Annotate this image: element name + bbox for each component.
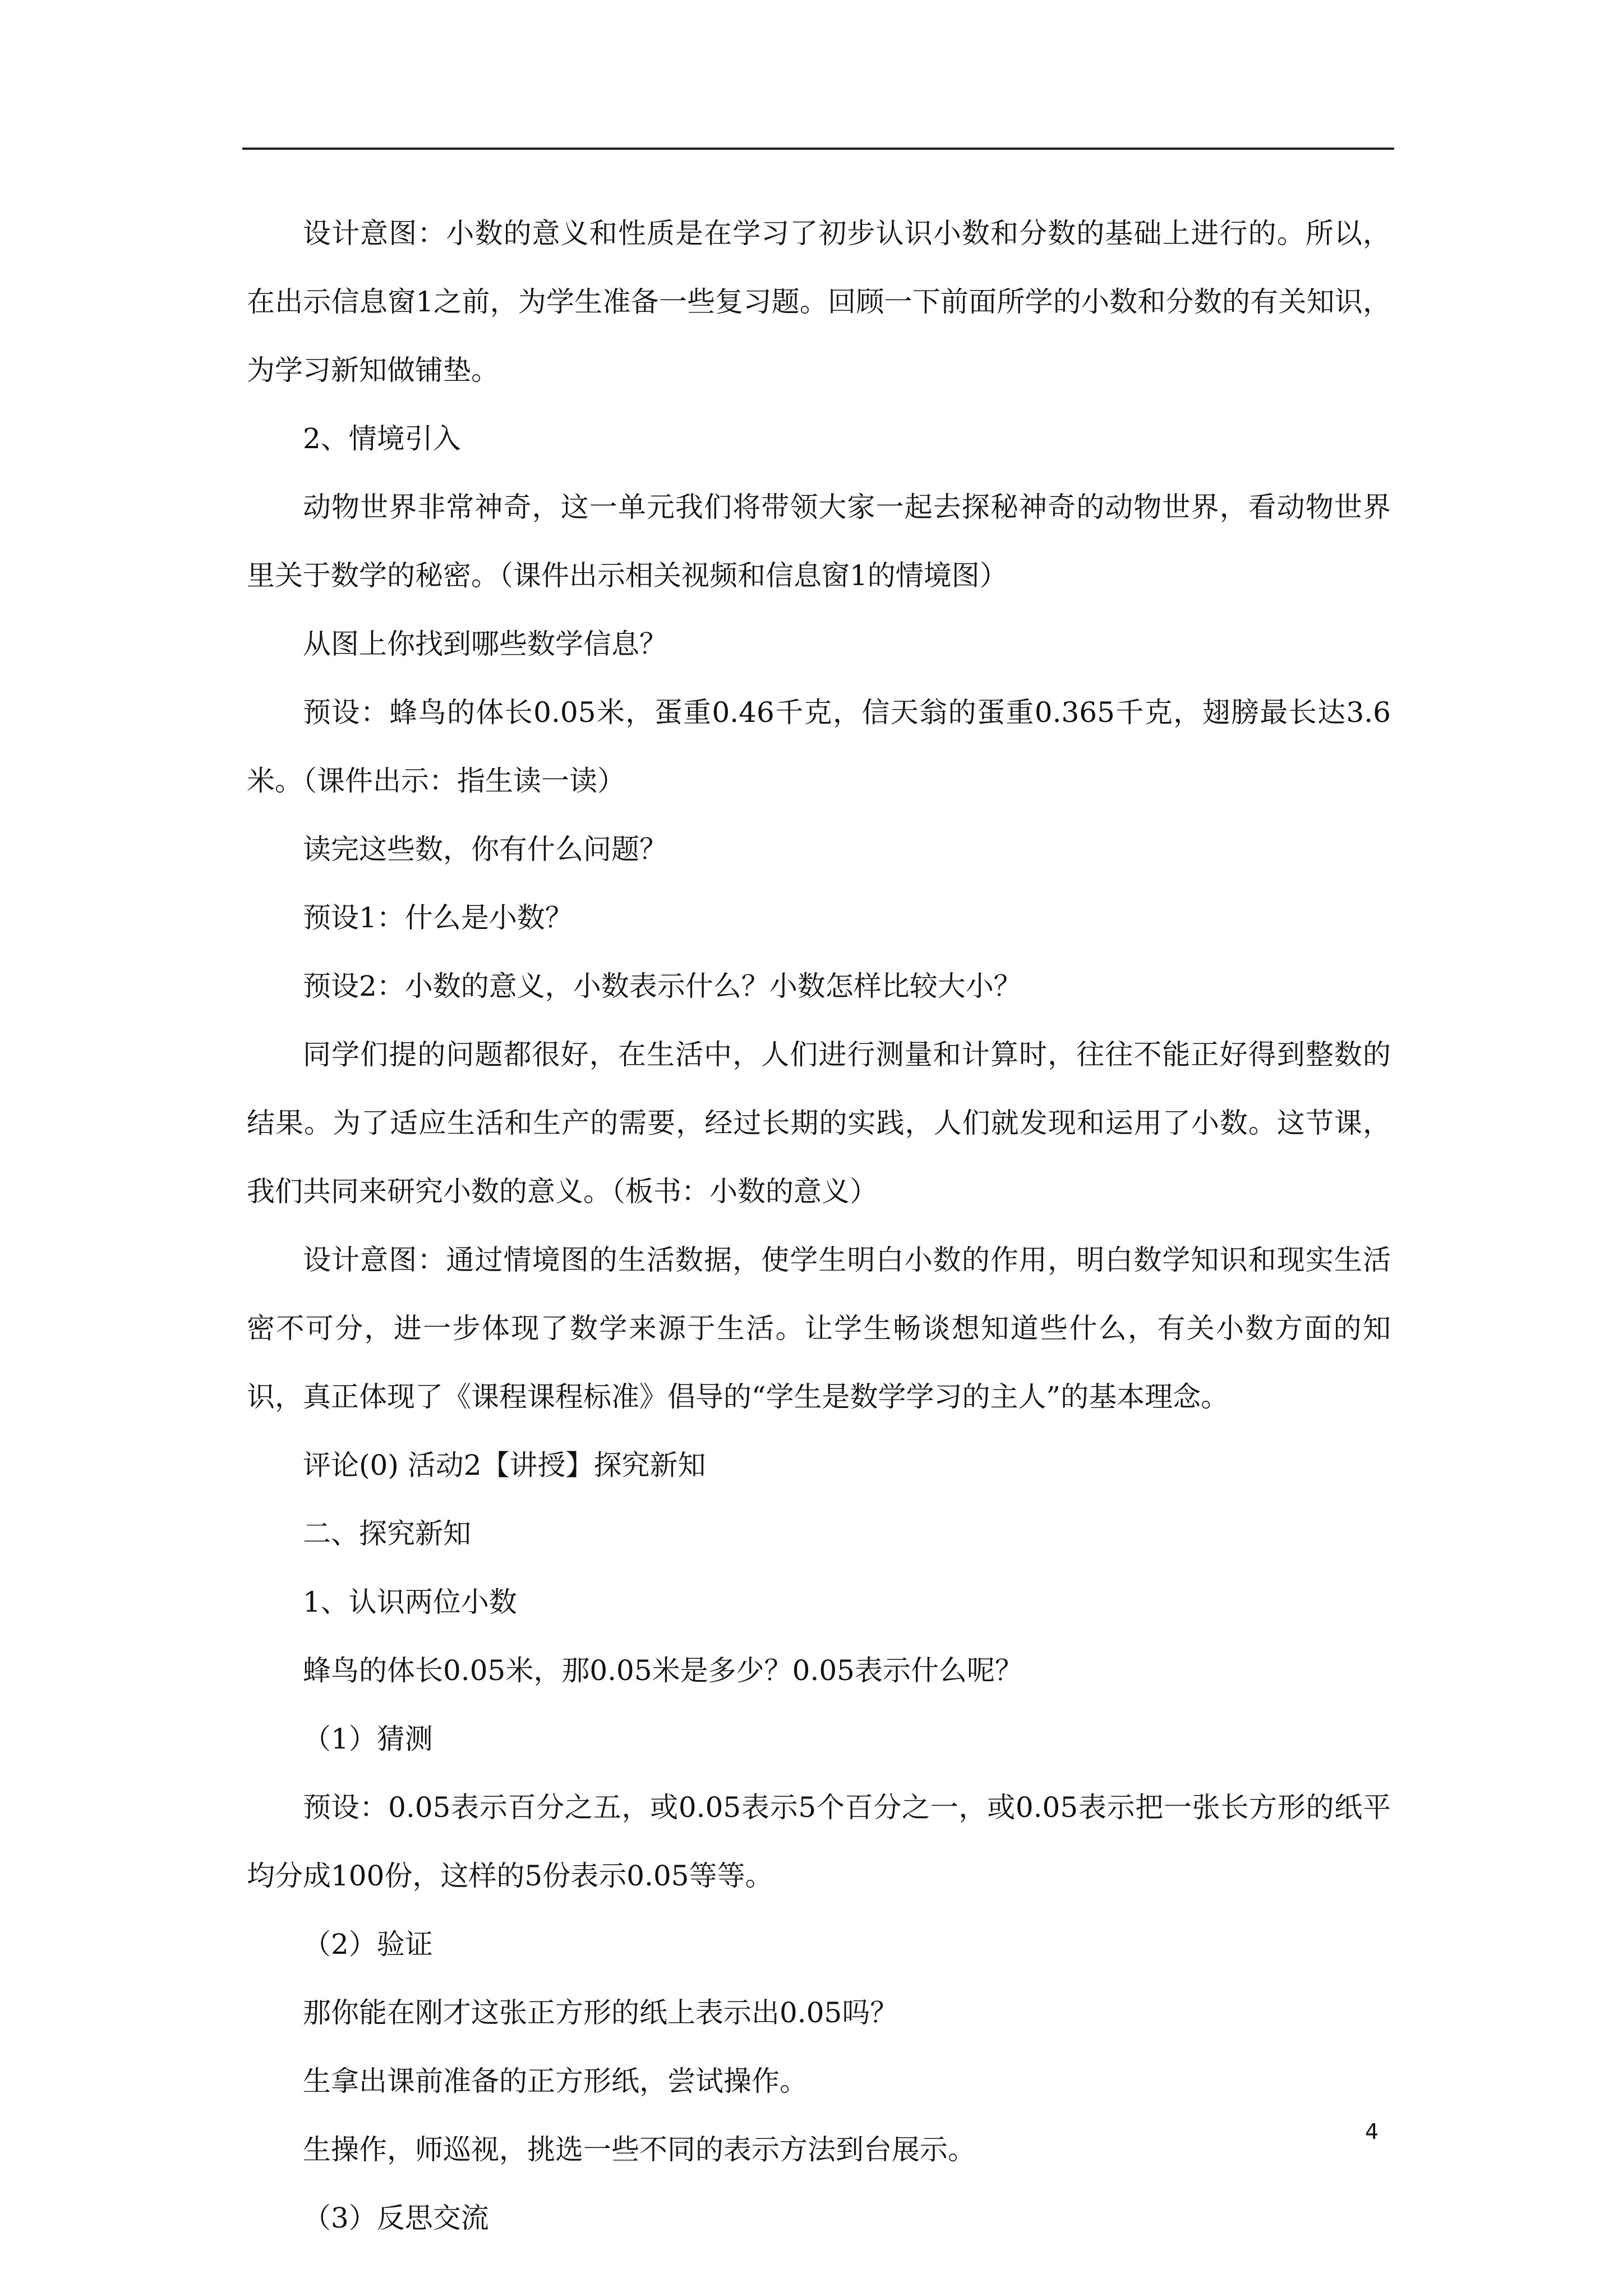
document-body (247, 199, 1391, 2252)
paragraph-section-situation: 2、情境引入 (303, 422, 461, 455)
paragraph-preset-guess: 预设：0.05表示百分之五，或0.05表示5个百分之一，或0.05表示把一张长方形的纸平均分成100份，这样的5份表示0.05等等。 (247, 1791, 1391, 1892)
paragraph-preset-2: 预设2：小数的意义，小数表示什么？小数怎样比较大小？ (303, 970, 1022, 1002)
paragraph-square-question: 那你能在刚才这张正方形的纸上表示出0.05吗？ (303, 1996, 898, 2029)
paragraph-animal-world: 动物世界非常神奇，这一单元我们将带领大家一起去探秘神奇的动物世界，看动物世界里关于数学的秘密。（课件出示相关视频和信息窗1的情境图） (247, 491, 1391, 592)
paragraph-question-problems: 读完这些数，你有什么问题？ (303, 833, 667, 866)
paragraph-preset-data: 预设：蜂鸟的体长0.05米，蛋重0.46千克，信天翁的蛋重0.365千克，翅膀最长达3.6米。（课件出示：指生读一读） (247, 696, 1391, 797)
paragraph-preset-1: 预设1：什么是小数？ (303, 901, 573, 934)
paragraph-hummingbird-question: 蜂鸟的体长0.05米，那0.05米是多少？0.05表示什么呢？ (303, 1654, 1023, 1687)
page-number: 4 (1365, 2119, 1379, 2144)
paragraph-design-intent-2: 设计意图：通过情境图的生活数据，使学生明白小数的作用，明白数学知识和现实生活密不可分，进一步体现了数学来源于生活。让学生畅谈想知道些什么，有关小数方面的知识，真正体现了《课程课程标准》倡导的“学生是数学学习的主人”的基本理念。 (247, 1244, 1391, 1413)
paragraph-two-digit-decimals: 1、认识两位小数 (303, 1586, 517, 1618)
paragraph-design-intent-1: 设计意图：小数的意义和性质是在学习了初步认识小数和分数的基础上进行的。所以，在出示信息窗1之前，为学生准备一些复习题。回顾一下前面所学的小数和分数的有关知识，为学习新知做铺垫。 (247, 217, 1391, 386)
header-rule (242, 148, 1394, 150)
paragraph-step-reflect: （3）反思交流 (303, 2202, 489, 2234)
paragraph-introduce-decimals: 同学们提的问题都很好，在生活中，人们进行测量和计算时，往往不能正好得到整数的结果。为了适应生活和生产的需要，经过长期的实践，人们就发现和运用了小数。这节课，我们共同来研究小数的意义。（板书：小数的意义） (247, 1038, 1391, 1208)
paragraph-student-paper: 生拿出课前准备的正方形纸，尝试操作。 (303, 2065, 808, 2097)
paragraph-step-guess: （1）猜测 (303, 1723, 433, 1755)
paragraph-activity-2: 评论(0) 活动2【讲授】探究新知 (303, 1449, 706, 1481)
paragraph-student-operate: 生操作，师巡视，挑选一些不同的表示方法到台展示。 (303, 2133, 976, 2166)
paragraph-step-verify: （2）验证 (303, 1928, 433, 1961)
paragraph-section-explore: 二、探究新知 (303, 1517, 471, 1550)
paragraph-question-info: 从图上你找到哪些数学信息？ (303, 628, 667, 660)
